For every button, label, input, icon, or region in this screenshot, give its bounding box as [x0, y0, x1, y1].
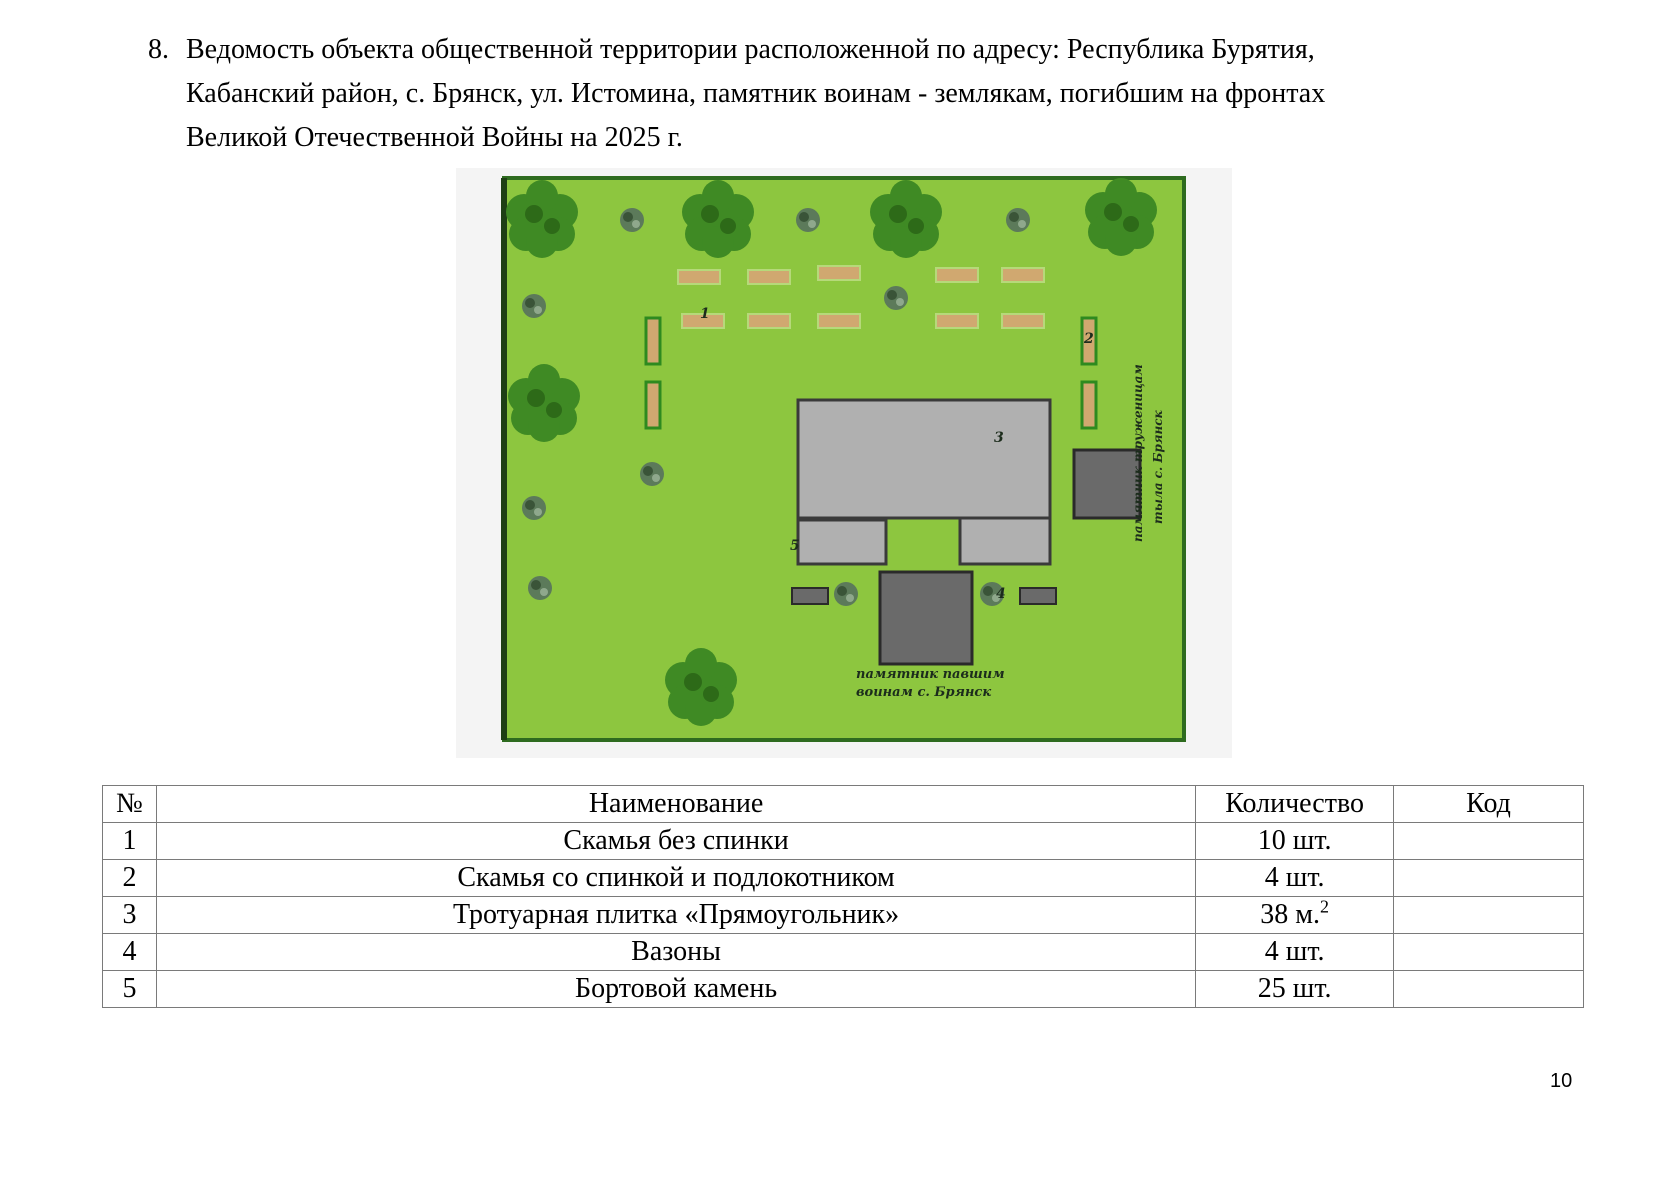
main-monument: [880, 572, 972, 664]
shrub-icon: [522, 294, 546, 318]
cell-num: 2: [103, 860, 157, 897]
table-row: [103, 934, 1584, 971]
bench: [1002, 314, 1044, 328]
bench: [1002, 268, 1044, 282]
label-4: 4: [996, 586, 1006, 602]
qty-superscript: 2: [1319, 896, 1329, 917]
shrub-icon: [620, 208, 644, 232]
col-header-qty: Количество: [1196, 786, 1394, 823]
curb-stone: [792, 588, 828, 604]
cell-qty: 4 шт.: [1196, 934, 1394, 971]
cell-code: [1394, 897, 1584, 934]
cell-name: Бортовой камень: [156, 971, 1195, 1008]
planter-icon: [834, 582, 858, 606]
bench: [936, 314, 978, 328]
items-table: [102, 785, 1584, 1008]
page-number: 10: [1550, 1070, 1573, 1092]
paving-area: [960, 518, 1050, 564]
bench: [748, 270, 790, 284]
paving-area: [798, 520, 886, 564]
site-plan-drawing: [456, 168, 1232, 758]
heading-line: Ведомость объекта общественной территории расположенной по адресу: Республика Бурятия,: [186, 34, 1315, 65]
bench: [818, 314, 860, 328]
shrub-icon: [522, 496, 546, 520]
table-header-row: [103, 786, 1584, 823]
bench-with-back: [646, 318, 660, 364]
table-row: [103, 823, 1584, 860]
bench-with-back: [1082, 382, 1096, 428]
paving-area: [798, 400, 1050, 518]
cell-name: Тротуарная плитка «Прямоугольник»: [156, 897, 1195, 934]
table-row: [103, 971, 1584, 1008]
cell-code: [1394, 823, 1584, 860]
cell-num: 3: [103, 897, 157, 934]
bench: [818, 266, 860, 280]
cell-code: [1394, 860, 1584, 897]
label-1: 1: [700, 306, 710, 322]
label-3: 3: [994, 430, 1004, 446]
cell-qty: 25 шт.: [1196, 971, 1394, 1008]
shrub-icon: [528, 576, 552, 600]
cell-name: Скамья со спинкой и подлокотником: [156, 860, 1195, 897]
heading-line: Великой Отечественной Войны на 2025 г.: [186, 122, 683, 153]
main-monument-label: памятник павшим: [856, 667, 1005, 682]
side-monument-label: тыла с. Брянск: [1151, 410, 1165, 524]
shrub-icon: [640, 462, 664, 486]
site-plan: [456, 168, 1232, 758]
side-monument-label: памятник труженицам: [1131, 364, 1145, 542]
label-5: 5: [790, 538, 800, 554]
table-row: [103, 860, 1584, 897]
qty-value: 38 м.: [1260, 899, 1320, 930]
section-number: 8.: [148, 34, 169, 65]
table-row: [103, 897, 1584, 934]
cell-qty: 10 шт.: [1196, 823, 1394, 860]
heading-line: Кабанский район, с. Брянск, ул. Истомина, памятник воинам - землякам, погибшим на фронтах: [186, 78, 1326, 109]
shrub-icon: [796, 208, 820, 232]
cell-num: 1: [103, 823, 157, 860]
col-header-num: №: [103, 786, 157, 823]
shrub-icon: [884, 286, 908, 310]
bench: [936, 268, 978, 282]
main-monument-label: воинам с. Брянск: [856, 685, 992, 700]
cell-name: Скамья без спинки: [156, 823, 1195, 860]
cell-name: Вазоны: [156, 934, 1195, 971]
col-header-name: Наименование: [156, 786, 1195, 823]
shrub-icon: [1006, 208, 1030, 232]
label-2: 2: [1084, 331, 1094, 347]
curb-stone: [1020, 588, 1056, 604]
cell-num: 5: [103, 971, 157, 1008]
cell-code: [1394, 934, 1584, 971]
col-header-code: Код: [1394, 786, 1584, 823]
bench-with-back: [646, 382, 660, 428]
cell-qty: 4 шт.: [1196, 860, 1394, 897]
bench: [678, 270, 720, 284]
bench: [748, 314, 790, 328]
cell-qty: [1196, 897, 1394, 934]
cell-num: 4: [103, 934, 157, 971]
cell-code: [1394, 971, 1584, 1008]
